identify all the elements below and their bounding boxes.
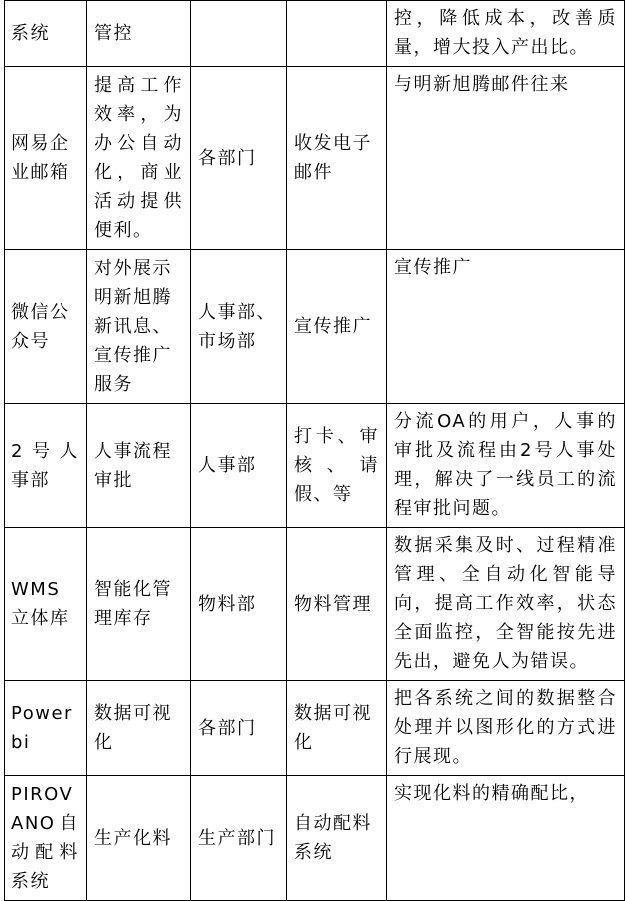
table-row-powerbi — [5, 681, 625, 776]
cell-departments: 各部门 — [191, 681, 287, 776]
cell-purpose: 分流OA的用户，人事的审批及流程由2号人事处理，解决了一线员工的流程审批问题。 — [387, 404, 625, 528]
cell-function: 数据可视化 — [87, 681, 191, 776]
cell-usage: 收发电子邮件 — [287, 67, 387, 250]
table-row-pirovano — [5, 776, 625, 901]
table-row-wechat — [5, 250, 625, 404]
cell-purpose: 控，降低成本，改善质量，增大投入产出比。 — [387, 1, 625, 67]
table-row-hr — [5, 404, 625, 528]
cell-departments: 各部门 — [191, 67, 287, 250]
table-row-netease-mail — [5, 67, 625, 250]
cell-system: WMS立体库 — [5, 528, 87, 681]
cell-function: 生产化料 — [87, 776, 191, 901]
table-row-wms — [5, 528, 625, 681]
cell-system: 微信公众号 — [5, 250, 87, 404]
table-row-control — [5, 1, 625, 67]
systems-table — [4, 0, 625, 901]
cell-purpose: 宣传推广 — [387, 250, 625, 404]
cell-system: 网易企业邮箱 — [5, 67, 87, 250]
cell-departments: 人事部、市场部 — [191, 250, 287, 404]
cell-function: 提高工作效率，为办公自动化，商业活动提供便利。 — [87, 67, 191, 250]
cell-function: 人事流程审批 — [87, 404, 191, 528]
cell-purpose: 把各系统之间的数据整合处理并以图形化的方式进行展现。 — [387, 681, 625, 776]
cell-departments: 生产部门 — [191, 776, 287, 901]
cell-function: 管控 — [87, 1, 191, 67]
cell-system: 系统 — [5, 1, 87, 67]
cell-departments: 物料部 — [191, 528, 287, 681]
cell-departments: 人事部 — [191, 404, 287, 528]
cell-function: 对外展示明新旭腾新讯息、宣传推广服务 — [87, 250, 191, 404]
cell-departments — [191, 1, 287, 67]
cell-usage: 宣传推广 — [287, 250, 387, 404]
cell-usage: 自动配料系统 — [287, 776, 387, 901]
cell-system: PIROVANO自动配料系统 — [5, 776, 87, 901]
cell-usage: 数据可视化 — [287, 681, 387, 776]
cell-function: 智能化管理库存 — [87, 528, 191, 681]
cell-purpose: 实现化料的精确配比， — [387, 776, 625, 901]
cell-purpose: 数据采集及时、过程精准管理、全自动化智能导向，提高工作效率，状态全面监控，全智能按先进先出，避免人为错误。 — [387, 528, 625, 681]
cell-usage: 物料管理 — [287, 528, 387, 681]
cell-usage: 打卡、审核、请假、等 — [287, 404, 387, 528]
cell-system: Power bi — [5, 681, 87, 776]
cell-purpose: 与明新旭腾邮件往来 — [387, 67, 625, 250]
cell-usage — [287, 1, 387, 67]
cell-system: 2号人事部 — [5, 404, 87, 528]
